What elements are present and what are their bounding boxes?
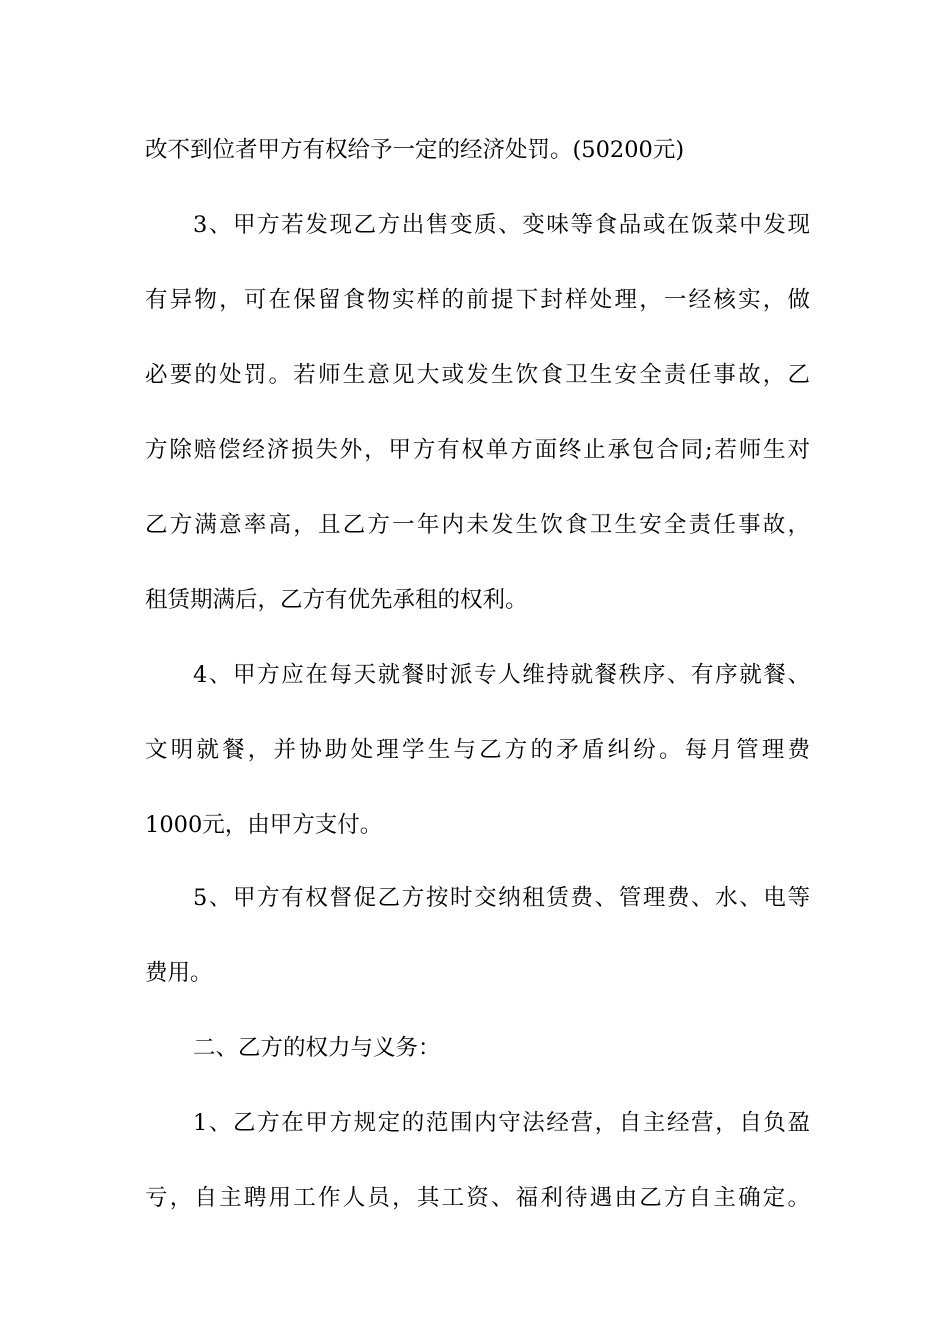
text-line-8: 4、甲方应在每天就餐时派专人维持就餐秩序、有序就餐、 (193, 662, 810, 688)
section-heading: 二、乙方的权力与义务： (193, 1035, 441, 1061)
text-line-1: 改不到位者甲方有权给予一定的经济处罚。(50200元) (145, 137, 685, 163)
text-line-9: 文明就餐，并协助处理学生与乙方的矛盾纠纷。每月管理费 (145, 737, 810, 763)
text-line-5: 方除赔偿经济损失外，甲方有权单方面终止承包合同;若师生对 (145, 437, 810, 463)
text-line-10: 1000元，由甲方支付。 (145, 812, 383, 838)
text-line-11: 5、甲方有权督促乙方按时交纳租赁费、管理费、水、电等 (193, 885, 810, 911)
text-line-6: 乙方满意率高，且乙方一年内未发生饮食卫生安全责任事故， (145, 512, 810, 538)
text-line-3: 有异物，可在保留食物实样的前提下封样处理，一经核实，做 (145, 287, 810, 313)
text-line-4: 必要的处罚。若师生意见大或发生饮食卫生安全责任事故，乙 (145, 362, 810, 388)
text-line-12: 费用。 (145, 960, 213, 986)
text-line-15: 亏，自主聘用工作人员，其工资、福利待遇由乙方自主确定。 (145, 1185, 810, 1211)
text-line-7: 租赁期满后，乙方有优先承租的权利。 (145, 587, 528, 613)
text-line-2: 3、甲方若发现乙方出售变质、变味等食品或在饭菜中发现 (193, 212, 810, 238)
text-line-14: 1、乙方在甲方规定的范围内守法经营，自主经营，自负盈 (193, 1110, 810, 1136)
